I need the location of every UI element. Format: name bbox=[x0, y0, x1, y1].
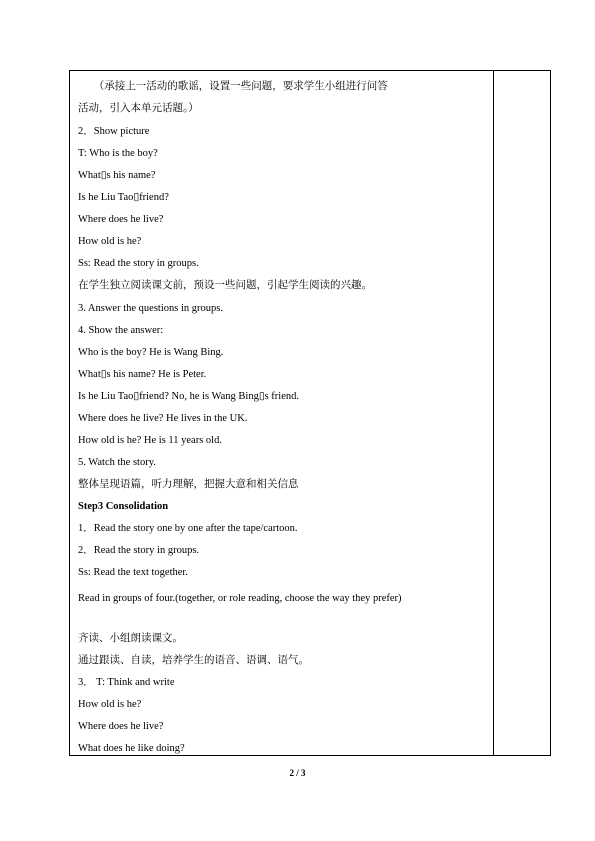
answer-name: What▯s his name? He is Peter. bbox=[78, 369, 207, 380]
chinese-note-reading: 在学生独立阅读课文前，预设一些问题，引起学生阅读的兴趣。 bbox=[78, 280, 372, 291]
consolidation-step-3: 3． T: Think and write bbox=[78, 677, 175, 688]
column-divider bbox=[493, 71, 494, 755]
section-heading-consolidation: Step3 Consolidation bbox=[78, 501, 169, 512]
answer-age: How old is he? He is 11 years old. bbox=[78, 435, 222, 446]
chinese-note-pronunciation: 通过跟读、自读，培养学生的语音、语调、语气。 bbox=[78, 655, 309, 666]
step-watch-story: 5. Watch the story. bbox=[78, 457, 156, 468]
question-who-is-boy: T: Who is the boy? bbox=[78, 148, 158, 159]
lesson-content-cell bbox=[70, 71, 493, 755]
ss-read-text: Ss: Read the text together. bbox=[78, 567, 188, 578]
intro-note-line-1: （承接上一活动的歌谣，设置一些问题，要求学生小组进行问答 bbox=[78, 81, 388, 92]
chinese-note-listening: 整体呈现语篇，听力理解，把握大意和相关信息 bbox=[78, 479, 299, 490]
answer-who-is-boy: Who is the boy? He is Wang Bing. bbox=[78, 347, 224, 358]
answer-live: Where does he live? He lives in the UK. bbox=[78, 413, 248, 424]
write-question-hobby: What does he like doing? bbox=[78, 743, 185, 754]
read-in-groups-instruction: Read in groups of four.(together, or role reading, choose the way they prefer) bbox=[78, 593, 402, 604]
consolidation-step-2: 2．Read the story in groups. bbox=[78, 545, 200, 556]
write-question-age: How old is he? bbox=[78, 699, 142, 710]
page-number: 2 / 3 bbox=[289, 768, 306, 778]
consolidation-step-1: 1．Read the story one by one after the tape/cartoon. bbox=[78, 523, 298, 534]
question-friend: Is he Liu Tao▯friend? bbox=[78, 192, 169, 203]
write-question-live: Where does he live? bbox=[78, 721, 164, 732]
question-name: What▯s his name? bbox=[78, 170, 156, 181]
answer-friend: Is he Liu Tao▯friend? No, he is Wang Bing▯s friend. bbox=[78, 391, 300, 402]
step-answer-questions: 3. Answer the questions in groups. bbox=[78, 303, 223, 314]
question-live: Where does he live? bbox=[78, 214, 164, 225]
ss-read-story: Ss: Read the story in groups. bbox=[78, 258, 199, 269]
question-age: How old is he? bbox=[78, 236, 142, 247]
step-show-picture: 2．Show picture bbox=[78, 126, 150, 137]
intro-note-line-2: 活动，引入本单元话题。） bbox=[78, 103, 199, 114]
lesson-table bbox=[69, 70, 551, 756]
step-show-answer: 4. Show the answer: bbox=[78, 325, 164, 336]
chinese-note-group-reading: 齐读、小组朗读课文。 bbox=[78, 633, 183, 644]
